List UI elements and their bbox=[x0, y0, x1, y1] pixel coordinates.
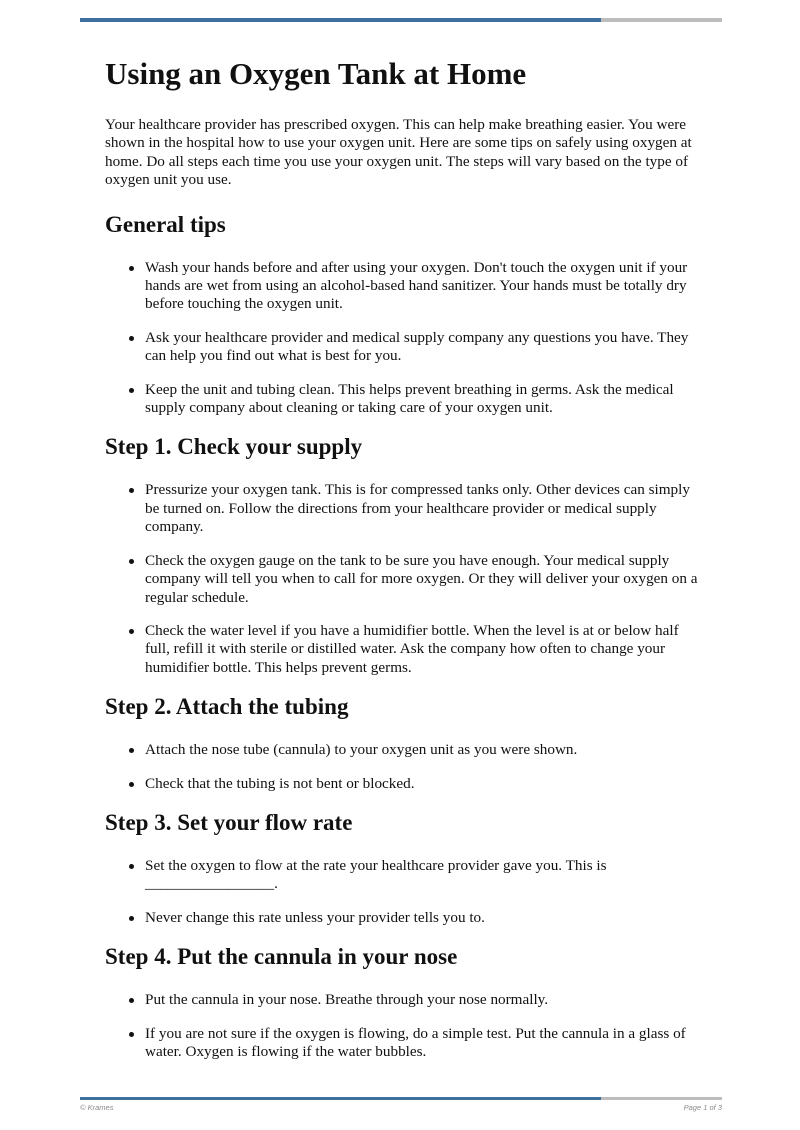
list-item: Keep the unit and tubing clean. This helps prevent breathing in germs. Ask the medical supply company about cleaning or taking care of your oxygen unit. bbox=[105, 381, 705, 418]
bullet-list bbox=[105, 259, 705, 418]
list-item: Never change this rate unless your provider tells you to. bbox=[105, 909, 705, 927]
list-item: Ask your healthcare provider and medical supply company any questions you have. They can help you find out what is best for you. bbox=[105, 329, 705, 366]
intro-paragraph: Your healthcare provider has prescribed oxygen. This can help make breathing easier. You were shown in the hospital how to use your oxygen unit. Here are some tips on safely using oxygen at home. Do all steps each time you use your oxygen unit. The steps will vary based on the type of oxygen unit you use. bbox=[105, 116, 692, 189]
section-general-tips bbox=[105, 210, 705, 418]
header-rule-muted bbox=[601, 18, 722, 22]
section-heading: General tips bbox=[105, 211, 226, 237]
list-item: Pressurize your oxygen tank. This is for compressed tanks only. Other devices can simply be turned on. Follow the directions from your healthcare provider or medical supply company. bbox=[105, 481, 705, 536]
section-heading: Step 1. Check your supply bbox=[105, 434, 363, 460]
bullet-list bbox=[105, 991, 705, 1061]
list-item: Check that the tubing is not bent or blocked. bbox=[105, 775, 705, 793]
bullet-list bbox=[105, 481, 705, 677]
list-item: Check the oxygen gauge on the tank to be sure you have enough. Your medical supply company will tell you when to call for more oxygen. Or they will deliver your oxygen on a regular schedule. bbox=[105, 552, 705, 607]
list-item: Put the cannula in your nose. Breathe through your nose normally. bbox=[105, 991, 705, 1009]
header-rule-accent bbox=[80, 18, 601, 22]
section-step-3 bbox=[105, 808, 705, 927]
list-item: Check the water level if you have a humidifier bottle. When the level is at or below half full, refill it with sterile or distilled water. Ask the company how often to change your humidifier bottle. This helps prevent germs. bbox=[105, 622, 705, 677]
footer-rule bbox=[80, 1097, 722, 1100]
section-heading: Step 3. Set your flow rate bbox=[105, 809, 353, 835]
footer-rule-muted bbox=[601, 1097, 722, 1100]
section-step-1 bbox=[105, 432, 705, 677]
section-heading: Step 4. Put the cannula in your nose bbox=[105, 944, 458, 970]
footer-copyright: © Krames bbox=[80, 1103, 114, 1112]
section-heading: Step 2. Attach the tubing bbox=[105, 694, 349, 720]
bullet-list bbox=[105, 741, 705, 793]
list-item: Set the oxygen to flow at the rate your healthcare provider gave you. This is _________________. bbox=[105, 857, 705, 894]
footer-rule-accent bbox=[80, 1097, 601, 1100]
page-title: Using an Oxygen Tank at Home bbox=[105, 56, 527, 91]
list-item: Attach the nose tube (cannula) to your oxygen unit as you were shown. bbox=[105, 741, 705, 759]
bullet-list bbox=[105, 857, 705, 927]
header-rule bbox=[80, 18, 722, 22]
footer-page-number: Page 1 of 3 bbox=[683, 1103, 722, 1112]
list-item: If you are not sure if the oxygen is flowing, do a simple test. Put the cannula in a glass of water. Oxygen is flowing if the water bubbles. bbox=[105, 1025, 705, 1062]
document-body bbox=[105, 54, 705, 1076]
list-item: Wash your hands before and after using your oxygen. Don't touch the oxygen unit if your hands are wet from using an alcohol-based hand sanitizer. Your hands must be totally dry before touching the oxygen unit. bbox=[105, 259, 705, 314]
section-step-2 bbox=[105, 692, 705, 793]
section-step-4 bbox=[105, 942, 705, 1061]
